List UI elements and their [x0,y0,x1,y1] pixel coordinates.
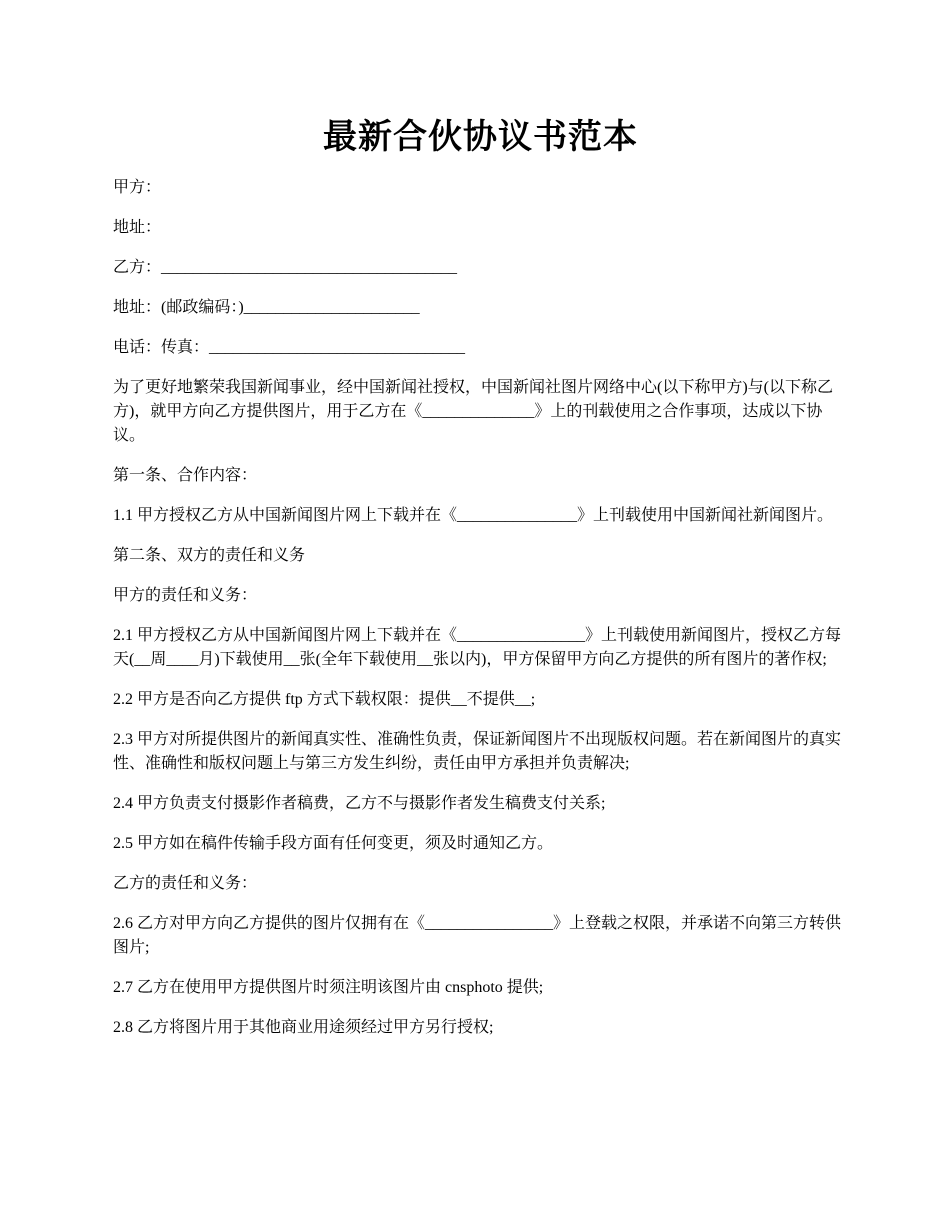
party-a-address-line: 地址： [113,219,162,236]
clause-2-2: 2.2 甲方是否向乙方提供 ftp 方式下载权限：提供__不提供__; [113,691,536,708]
document-title: 最新合伙协议书范本 [323,119,638,156]
clause-2-4: 2.4 甲方负责支付摄影作者稿费，乙方不与摄影作者发生稿费支付关系; [113,795,606,812]
clause-2-6: 2.6 乙方对甲方向乙方提供的图片仅拥有在《________________》上登载之权限，并承诺不向第三方转供图片; [113,915,842,956]
clause-2-7: 2.7 乙方在使用甲方提供图片时须注明该图片由 cnsphoto 提供; [113,979,544,996]
party-b-line: 乙方：_____________________________________ [113,259,458,276]
article-2-heading: 第二条、双方的责任和义务 [113,547,306,564]
clause-2-1: 2.1 甲方授权乙方从中国新闻图片网上下载并在《________________》上刊载使用新闻图片，授权乙方每天(__周____月)下载使用__张(全年下载使用__张以内)，甲方保留甲方向乙方提供的所有图片的著作权; [113,627,842,668]
phone-fax-line: 电话：传真：________________________________ [113,339,466,356]
clause-2-3: 2.3 甲方对所提供图片的新闻真实性、准确性负责，保证新闻图片不出现版权问题。若在新闻图片的真实性、准确性和版权问题上与第三方发生纠纷，责任由甲方承担并负责解决; [113,731,842,772]
preamble-paragraph: 为了更好地繁荣我国新闻事业，经中国新闻社授权，中国新闻社图片网络中心(以下称甲方)与(以下称乙方)，就甲方向乙方提供图片，用于乙方在《______________》上的刊载使用之合作事项，达成以下协议。 [113,379,833,444]
document-page [113,112,848,1056]
party-b-address-line: 地址：(邮政编码：)______________________ [113,299,420,316]
clause-1-1: 1.1 甲方授权乙方从中国新闻图片网上下载并在《_______________》上刊载使用中国新闻社新闻图片。 [113,507,834,524]
party-b-duties-heading: 乙方的责任和义务： [113,875,258,892]
article-1-heading: 第一条、合作内容： [113,467,258,484]
party-a-duties-heading: 甲方的责任和义务： [113,587,258,604]
clause-2-8: 2.8 乙方将图片用于其他商业用途须经过甲方另行授权; [113,1019,494,1036]
party-a-line: 甲方： [113,179,162,196]
clause-2-5: 2.5 甲方如在稿件传输手段方面有任何变更，须及时通知乙方。 [113,835,554,852]
